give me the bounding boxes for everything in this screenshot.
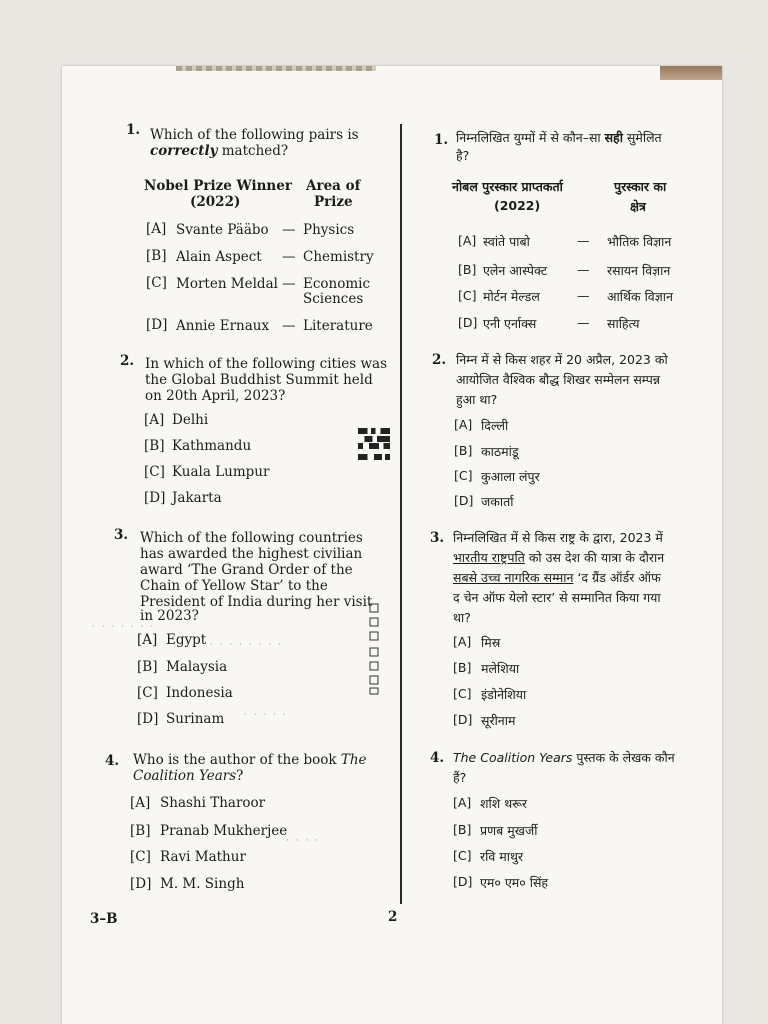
pair-area: Chemistry bbox=[303, 249, 374, 265]
question-stem: The Coalition Years पुस्तक के लेखक कौन bbox=[453, 750, 675, 765]
pair-area: Literature bbox=[303, 318, 373, 334]
option-text: जकार्ता bbox=[481, 494, 514, 509]
question-stem: has awarded the highest civilian bbox=[140, 546, 363, 562]
option-label: [B] bbox=[458, 262, 477, 277]
question-stem: था? bbox=[453, 610, 471, 625]
pair-name: एनी एर्नाक्स bbox=[483, 316, 537, 331]
option-label: [A] bbox=[144, 412, 165, 428]
table-header: Nobel Prize Winner bbox=[144, 178, 292, 194]
table-header: (2022) bbox=[190, 194, 241, 210]
column-divider bbox=[400, 124, 402, 904]
option-text: काठमांडू bbox=[481, 444, 519, 459]
option-text: मलेशिया bbox=[481, 661, 520, 676]
option-label: [D] bbox=[458, 315, 478, 330]
pair-area: Economic bbox=[303, 276, 371, 292]
question-stem: हैं? bbox=[453, 770, 467, 785]
option-label: [C] bbox=[458, 288, 477, 303]
question-stem: correctly matched? bbox=[150, 143, 289, 159]
pair-name: एलेन आस्पेक्ट bbox=[483, 263, 548, 278]
option-text: एम० एम० सिंह bbox=[480, 875, 549, 890]
option-text: Surinam bbox=[166, 711, 225, 727]
option-label: [B] bbox=[137, 659, 158, 675]
pair-area: Sciences bbox=[303, 291, 364, 307]
pair-name: Morten Meldal bbox=[176, 276, 278, 292]
option-text: रवि माथुर bbox=[480, 849, 524, 864]
question-stem: भारतीय राष्ट्रपति को उस देश की यात्रा के दौरान bbox=[453, 550, 665, 565]
question-stem: on 20th April, 2023? bbox=[145, 388, 286, 404]
question-stem: द चेन ऑफ येलो स्टार’ से सम्मानित किया गया bbox=[453, 590, 661, 605]
qr-code-icon bbox=[358, 428, 390, 460]
scan-noise: · · · · · bbox=[244, 710, 288, 720]
scan-noise: · · · · bbox=[286, 836, 321, 846]
option-text: Malaysia bbox=[166, 659, 228, 675]
page-number: 2 bbox=[388, 909, 398, 925]
option-label: [C] bbox=[453, 848, 472, 863]
option-label: [A] bbox=[458, 233, 477, 248]
option-label: [A] bbox=[130, 795, 151, 811]
option-text: Egypt bbox=[166, 632, 207, 648]
pair-area: Physics bbox=[303, 222, 355, 238]
question-stem: in 2023? bbox=[140, 608, 199, 624]
option-label: [A] bbox=[453, 795, 472, 810]
question-stem: President of India during her visit bbox=[140, 594, 373, 610]
question-stem: आयोजित वैश्विक बौद्ध शिखर सम्मेलन सम्पन्न bbox=[456, 372, 660, 387]
pair-name: Annie Ernaux bbox=[176, 318, 270, 334]
question-stem: सबसे उच्च नागरिक सम्मान ‘द ग्रैंड ऑर्डर ऑफ bbox=[453, 570, 661, 585]
option-text: Kuala Lumpur bbox=[172, 464, 270, 480]
pair-dash: — bbox=[282, 276, 296, 292]
pair-name: Alain Aspect bbox=[176, 249, 262, 265]
question-stem: Which of the following countries bbox=[140, 530, 363, 546]
option-label: [D] bbox=[454, 493, 474, 508]
option-label: [B] bbox=[453, 822, 472, 837]
pair-dash: — bbox=[282, 249, 296, 265]
option-label: [A] bbox=[453, 634, 472, 649]
question-number: 1. bbox=[126, 122, 141, 138]
option-label: [D] bbox=[453, 874, 473, 889]
option-text: Jakarta bbox=[172, 490, 222, 506]
question-number: 4. bbox=[430, 750, 445, 766]
table-header: क्षेत्र bbox=[630, 199, 646, 214]
option-text: सूरीनाम bbox=[481, 713, 516, 728]
option-label: [B] bbox=[453, 660, 472, 675]
option-label: [C] bbox=[146, 275, 167, 291]
option-label: [A] bbox=[146, 221, 167, 237]
option-text: इंडोनेशिया bbox=[481, 687, 527, 702]
option-text: Indonesia bbox=[166, 685, 233, 701]
margin-checkbox-marks bbox=[368, 602, 382, 696]
scan-noise: · · · · · · · · bbox=[210, 640, 283, 650]
pair-dash: — bbox=[282, 318, 296, 334]
table-header: Area of bbox=[306, 178, 361, 194]
option-label: [C] bbox=[454, 468, 473, 483]
pair-name: मोर्टन मेल्डल bbox=[483, 289, 540, 304]
scan-noise: · · · · · · · bbox=[92, 622, 156, 632]
option-label: [A] bbox=[454, 417, 473, 432]
question-number: 2. bbox=[432, 352, 447, 368]
scan-edge-mark bbox=[176, 66, 376, 71]
pair-area: रसायन विज्ञान bbox=[607, 263, 671, 278]
table-header: (2022) bbox=[494, 198, 541, 213]
option-label: [B] bbox=[144, 438, 165, 454]
option-label: [B] bbox=[130, 823, 151, 839]
pair-area: साहित्य bbox=[607, 316, 640, 331]
option-label: [D] bbox=[146, 317, 168, 333]
table-header: नोबल पुरस्कार प्राप्तकर्ता bbox=[452, 179, 563, 194]
option-label: [D] bbox=[130, 876, 152, 892]
option-label: [B] bbox=[454, 443, 473, 458]
question-stem: निम्नलिखित युग्मों में से कौन–सा सही सुमेलित bbox=[456, 130, 662, 145]
question-number: 3. bbox=[430, 530, 445, 546]
pair-dash: — bbox=[577, 288, 590, 303]
option-text: मिस्र bbox=[481, 635, 501, 650]
question-number: 4. bbox=[105, 753, 120, 769]
option-label: [C] bbox=[453, 686, 472, 701]
option-text: Kathmandu bbox=[172, 438, 252, 454]
option-label: [D] bbox=[453, 712, 473, 727]
pair-area: भौतिक विज्ञान bbox=[607, 234, 672, 249]
question-stem: Coalition Years? bbox=[133, 768, 244, 784]
question-stem: निम्नलिखित में से किस राष्ट्र के द्वारा, 2023 में bbox=[453, 530, 663, 545]
option-text: Pranab Mukherjee bbox=[160, 823, 288, 839]
pair-dash: — bbox=[282, 222, 296, 238]
pair-name: स्वांते पाबो bbox=[483, 234, 530, 249]
question-stem: the Global Buddhist Summit held bbox=[145, 372, 373, 388]
scan-corner-mark bbox=[660, 66, 722, 80]
option-text: Delhi bbox=[172, 412, 209, 428]
option-text: M. M. Singh bbox=[160, 876, 245, 892]
question-stem: Chain of Yellow Star’ to the bbox=[140, 578, 328, 594]
booklet-code: 3–B bbox=[90, 911, 118, 927]
option-text: दिल्ली bbox=[481, 418, 509, 433]
question-number: 1. bbox=[434, 132, 449, 148]
option-text: Ravi Mathur bbox=[160, 849, 246, 865]
option-text: प्रणब मुखर्जी bbox=[480, 823, 538, 838]
pair-name: Svante Pääbo bbox=[176, 222, 269, 238]
pair-dash: — bbox=[577, 315, 590, 330]
pair-area: आर्थिक विज्ञान bbox=[607, 289, 673, 304]
option-label: [C] bbox=[137, 685, 158, 701]
option-label: [A] bbox=[137, 632, 158, 648]
question-stem: हुआ था? bbox=[456, 392, 498, 407]
question-stem: Which of the following pairs is bbox=[150, 127, 359, 143]
option-label: [B] bbox=[146, 248, 167, 264]
option-label: [D] bbox=[137, 711, 159, 727]
table-header: पुरस्कार का bbox=[614, 179, 667, 194]
pair-dash: — bbox=[577, 233, 590, 248]
question-stem: award ‘The Grand Order of the bbox=[140, 562, 353, 578]
question-stem: In which of the following cities was bbox=[145, 356, 387, 372]
option-label: [C] bbox=[130, 849, 151, 865]
pair-dash: — bbox=[577, 262, 590, 277]
question-stem: है? bbox=[456, 148, 470, 163]
question-number: 3. bbox=[114, 527, 129, 543]
question-number: 2. bbox=[120, 353, 135, 369]
option-label: [D] bbox=[144, 490, 166, 506]
question-stem: निम्न में से किस शहर में 20 अप्रैल, 2023 को bbox=[456, 352, 668, 367]
option-text: Shashi Tharoor bbox=[160, 795, 266, 811]
option-text: शशि थरूर bbox=[480, 796, 528, 811]
option-label: [C] bbox=[144, 464, 165, 480]
question-stem: Who is the author of the book The bbox=[133, 752, 367, 768]
table-header: Prize bbox=[314, 194, 353, 210]
option-text: कुआला लंपुर bbox=[481, 469, 540, 484]
